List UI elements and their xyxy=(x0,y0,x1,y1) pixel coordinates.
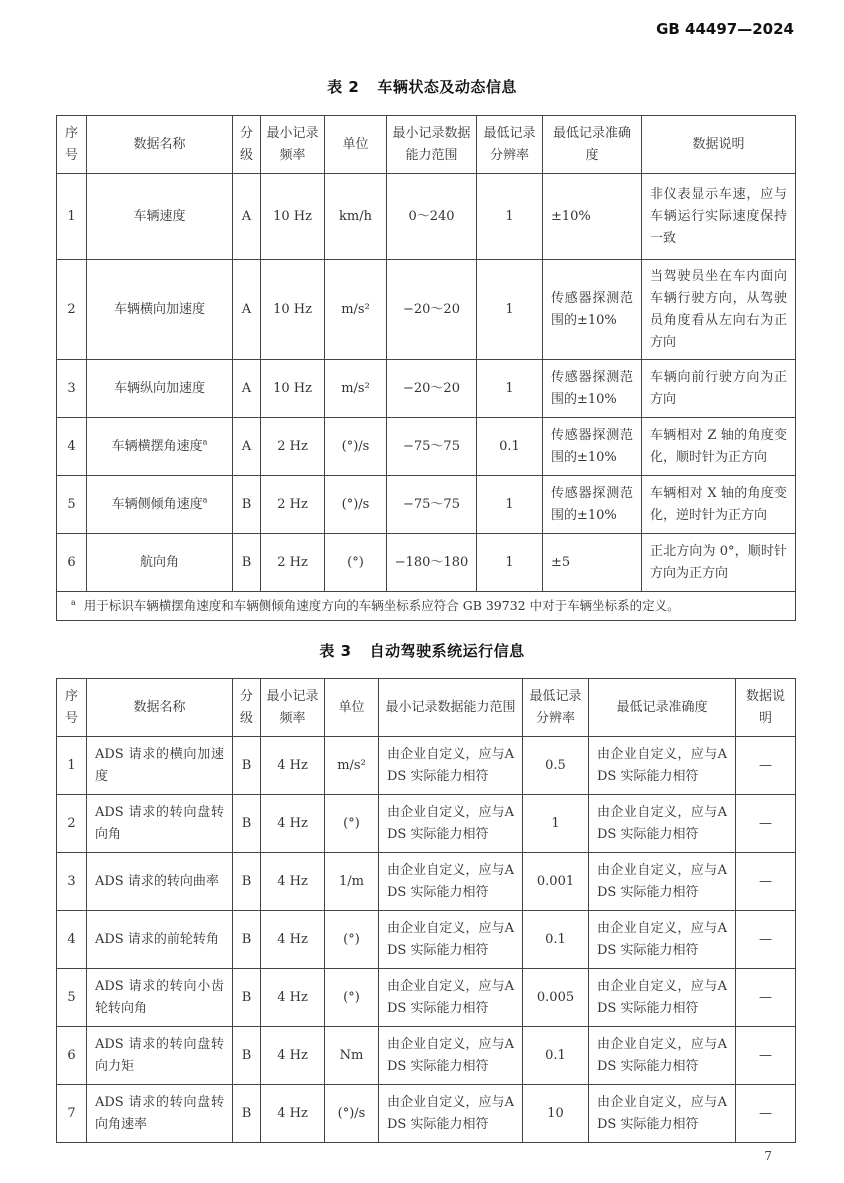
cell-unit: (°)/s xyxy=(325,476,387,534)
header-cell: 单位 xyxy=(325,116,387,174)
cell-accuracy: 传感器探测范围的±10% xyxy=(543,260,642,360)
standard-id: GB 44497—2024 xyxy=(656,20,794,38)
cell-freq: 10 Hz xyxy=(261,260,325,360)
cell-desc: — xyxy=(736,853,796,911)
cell-unit: m/s² xyxy=(325,260,387,360)
table2-title: 车辆状态及动态信息 xyxy=(377,78,517,96)
table2-header-row xyxy=(57,116,796,174)
cell-no: 5 xyxy=(57,969,87,1027)
cell-freq: 2 Hz xyxy=(261,534,325,592)
header-cell: 单位 xyxy=(325,679,379,737)
cell-no: 5 xyxy=(57,476,87,534)
header-cell: 数据说明 xyxy=(642,116,796,174)
header-cell: 分级 xyxy=(233,679,261,737)
table2-footnote-row xyxy=(57,592,796,621)
cell-no: 2 xyxy=(57,795,87,853)
header-cell: 数据名称 xyxy=(87,679,233,737)
cell-resolution: 1 xyxy=(477,476,543,534)
cell-desc: 正北方向为 0°，顺时针方向为正方向 xyxy=(642,534,796,592)
table-row xyxy=(57,737,796,795)
cell-unit: (°)/s xyxy=(325,1085,379,1143)
cell-name: ADS 请求的转向曲率 xyxy=(87,853,233,911)
cell-unit: (°) xyxy=(325,911,379,969)
page-number: 7 xyxy=(764,1149,772,1163)
cell-name: 车辆侧倾角速度$^a$ xyxy=(87,476,233,534)
cell-name: ADS 请求的转向小齿轮转向角 xyxy=(87,969,233,1027)
header-cell: 数据名称 xyxy=(87,116,233,174)
cell-range: −75～75 xyxy=(387,418,477,476)
cell-freq: 4 Hz xyxy=(261,1027,325,1085)
header-cell: 序号 xyxy=(57,679,87,737)
cell-range: 由企业自定义，应与ADS 实际能力相符 xyxy=(379,969,523,1027)
cell-desc: 非仪表显示车速，应与车辆运行实际速度保持一致 xyxy=(642,174,796,260)
table3-title: 自动驾驶系统运行信息 xyxy=(369,642,525,660)
cell-freq: 4 Hz xyxy=(261,911,325,969)
cell-resolution: 10 xyxy=(523,1085,589,1143)
table3-number: 表 3 xyxy=(319,642,352,660)
cell-grade: A xyxy=(233,360,261,418)
cell-resolution: 0.005 xyxy=(523,969,589,1027)
cell-desc: — xyxy=(736,911,796,969)
cell-name: 车辆横向加速度 xyxy=(87,260,233,360)
table-row xyxy=(57,174,796,260)
header-cell: 最小记录数据能力范围 xyxy=(387,116,477,174)
table-row xyxy=(57,911,796,969)
cell-resolution: 1 xyxy=(477,534,543,592)
header-cell: 最低记录分辨率 xyxy=(523,679,589,737)
cell-unit: 1/m xyxy=(325,853,379,911)
table-row xyxy=(57,360,796,418)
cell-accuracy: 由企业自定义，应与ADS 实际能力相符 xyxy=(589,853,736,911)
cell-grade: B xyxy=(233,795,261,853)
cell-name: 车辆纵向加速度 xyxy=(87,360,233,418)
cell-freq: 2 Hz xyxy=(261,476,325,534)
table-row xyxy=(57,969,796,1027)
cell-range: 由企业自定义，应与ADS 实际能力相符 xyxy=(379,795,523,853)
cell-no: 6 xyxy=(57,534,87,592)
table2 xyxy=(56,115,796,621)
cell-grade: B xyxy=(233,737,261,795)
cell-resolution: 1 xyxy=(477,174,543,260)
cell-range: 由企业自定义，应与ADS 实际能力相符 xyxy=(379,737,523,795)
cell-range: 由企业自定义，应与ADS 实际能力相符 xyxy=(379,1085,523,1143)
cell-desc: 车辆相对 Z 轴的角度变化，顺时针为正方向 xyxy=(642,418,796,476)
cell-name: ADS 请求的转向盘转向角速率 xyxy=(87,1085,233,1143)
cell-freq: 4 Hz xyxy=(261,853,325,911)
cell-grade: B xyxy=(233,476,261,534)
cell-grade: A xyxy=(233,418,261,476)
cell-unit: m/s² xyxy=(325,737,379,795)
cell-name: ADS 请求的转向盘转向角 xyxy=(87,795,233,853)
footnote-ref: a xyxy=(202,437,208,447)
cell-desc: — xyxy=(736,795,796,853)
cell-unit: (°) xyxy=(325,534,387,592)
cell-accuracy: 传感器探测范围的±10% xyxy=(543,360,642,418)
cell-name: 车辆速度 xyxy=(87,174,233,260)
cell-desc: 车辆相对 X 轴的角度变化，逆时针为正方向 xyxy=(642,476,796,534)
header-cell: 最小记录数据能力范围 xyxy=(379,679,523,737)
cell-freq: 4 Hz xyxy=(261,1085,325,1143)
cell-freq: 2 Hz xyxy=(261,418,325,476)
cell-accuracy: ±10% xyxy=(543,174,642,260)
cell-no: 4 xyxy=(57,911,87,969)
cell-name: ADS 请求的转向盘转向力矩 xyxy=(87,1027,233,1085)
cell-no: 3 xyxy=(57,360,87,418)
cell-grade: A xyxy=(233,174,261,260)
cell-resolution: 0.1 xyxy=(523,1027,589,1085)
cell-accuracy: 传感器探测范围的±10% xyxy=(543,418,642,476)
table-row xyxy=(57,1027,796,1085)
cell-freq: 4 Hz xyxy=(261,795,325,853)
cell-no: 3 xyxy=(57,853,87,911)
cell-no: 4 xyxy=(57,418,87,476)
cell-grade: B xyxy=(233,534,261,592)
table3 xyxy=(56,678,796,1143)
cell-accuracy: 由企业自定义，应与ADS 实际能力相符 xyxy=(589,969,736,1027)
cell-freq: 4 Hz xyxy=(261,969,325,1027)
cell-freq: 4 Hz xyxy=(261,737,325,795)
cell-desc: 车辆向前行驶方向为正方向 xyxy=(642,360,796,418)
cell-accuracy: 由企业自定义，应与ADS 实际能力相符 xyxy=(589,911,736,969)
cell-accuracy: 由企业自定义，应与ADS 实际能力相符 xyxy=(589,1027,736,1085)
footnote-ref: a xyxy=(202,495,208,505)
cell-accuracy: 由企业自定义，应与ADS 实际能力相符 xyxy=(589,1085,736,1143)
cell-name: ADS 请求的横向加速度 xyxy=(87,737,233,795)
cell-resolution: 0.001 xyxy=(523,853,589,911)
header-cell: 最小记录频率 xyxy=(261,116,325,174)
cell-resolution: 0.1 xyxy=(477,418,543,476)
cell-range: −20～20 xyxy=(387,260,477,360)
cell-resolution: 0.1 xyxy=(523,911,589,969)
cell-desc: — xyxy=(736,1085,796,1143)
cell-accuracy: 由企业自定义，应与ADS 实际能力相符 xyxy=(589,737,736,795)
cell-no: 1 xyxy=(57,174,87,260)
table3-caption xyxy=(0,640,844,661)
cell-desc: — xyxy=(736,1027,796,1085)
table3-header-row xyxy=(57,679,796,737)
cell-accuracy: 传感器探测范围的±10% xyxy=(543,476,642,534)
cell-grade: B xyxy=(233,1085,261,1143)
table2-number: 表 2 xyxy=(327,78,360,96)
table-row xyxy=(57,534,796,592)
table-row xyxy=(57,1085,796,1143)
header-cell: 序号 xyxy=(57,116,87,174)
cell-grade: B xyxy=(233,911,261,969)
table-row xyxy=(57,795,796,853)
cell-name: 车辆横摆角速度$^a$ xyxy=(87,418,233,476)
table-row xyxy=(57,418,796,476)
table2-caption xyxy=(0,76,844,97)
cell-range: −75～75 xyxy=(387,476,477,534)
cell-freq: 10 Hz xyxy=(261,174,325,260)
table-row xyxy=(57,476,796,534)
cell-no: 7 xyxy=(57,1085,87,1143)
cell-unit: (°) xyxy=(325,795,379,853)
table2-footnote xyxy=(57,592,796,621)
cell-range: −20～20 xyxy=(387,360,477,418)
footnote-mark: a xyxy=(71,597,76,607)
cell-range: 由企业自定义，应与ADS 实际能力相符 xyxy=(379,911,523,969)
cell-resolution: 0.5 xyxy=(523,737,589,795)
cell-resolution: 1 xyxy=(477,360,543,418)
header-cell: 最低记录准确度 xyxy=(543,116,642,174)
cell-resolution: 1 xyxy=(523,795,589,853)
cell-no: 1 xyxy=(57,737,87,795)
cell-range: 0～240 xyxy=(387,174,477,260)
cell-range: 由企业自定义，应与ADS 实际能力相符 xyxy=(379,853,523,911)
cell-unit: (°)/s xyxy=(325,418,387,476)
cell-unit: (°) xyxy=(325,969,379,1027)
cell-desc: — xyxy=(736,737,796,795)
cell-name: ADS 请求的前轮转角 xyxy=(87,911,233,969)
cell-grade: B xyxy=(233,853,261,911)
cell-range: −180～180 xyxy=(387,534,477,592)
header-cell: 分级 xyxy=(233,116,261,174)
header-cell: 最低记录准确度 xyxy=(589,679,736,737)
cell-grade: B xyxy=(233,1027,261,1085)
header-cell: 最小记录频率 xyxy=(261,679,325,737)
cell-accuracy: ±5 xyxy=(543,534,642,592)
cell-unit: m/s² xyxy=(325,360,387,418)
cell-grade: B xyxy=(233,969,261,1027)
cell-accuracy: 由企业自定义，应与ADS 实际能力相符 xyxy=(589,795,736,853)
header-cell: 数据说明 xyxy=(736,679,796,737)
table-row xyxy=(57,853,796,911)
cell-freq: 10 Hz xyxy=(261,360,325,418)
footnote-text: 用于标识车辆横摆角速度和车辆侧倾角速度方向的车辆坐标系应符合 GB 39732 中对于车辆坐标系的定义。 xyxy=(83,598,680,613)
cell-name: 航向角 xyxy=(87,534,233,592)
cell-no: 6 xyxy=(57,1027,87,1085)
table-row xyxy=(57,260,796,360)
cell-no: 2 xyxy=(57,260,87,360)
cell-unit: Nm xyxy=(325,1027,379,1085)
cell-range: 由企业自定义，应与ADS 实际能力相符 xyxy=(379,1027,523,1085)
cell-desc: 当驾驶员坐在车内面向车辆行驶方向，从驾驶员角度看从左向右为正方向 xyxy=(642,260,796,360)
cell-desc: — xyxy=(736,969,796,1027)
cell-grade: A xyxy=(233,260,261,360)
header-cell: 最低记录分辨率 xyxy=(477,116,543,174)
cell-unit: km/h xyxy=(325,174,387,260)
cell-resolution: 1 xyxy=(477,260,543,360)
